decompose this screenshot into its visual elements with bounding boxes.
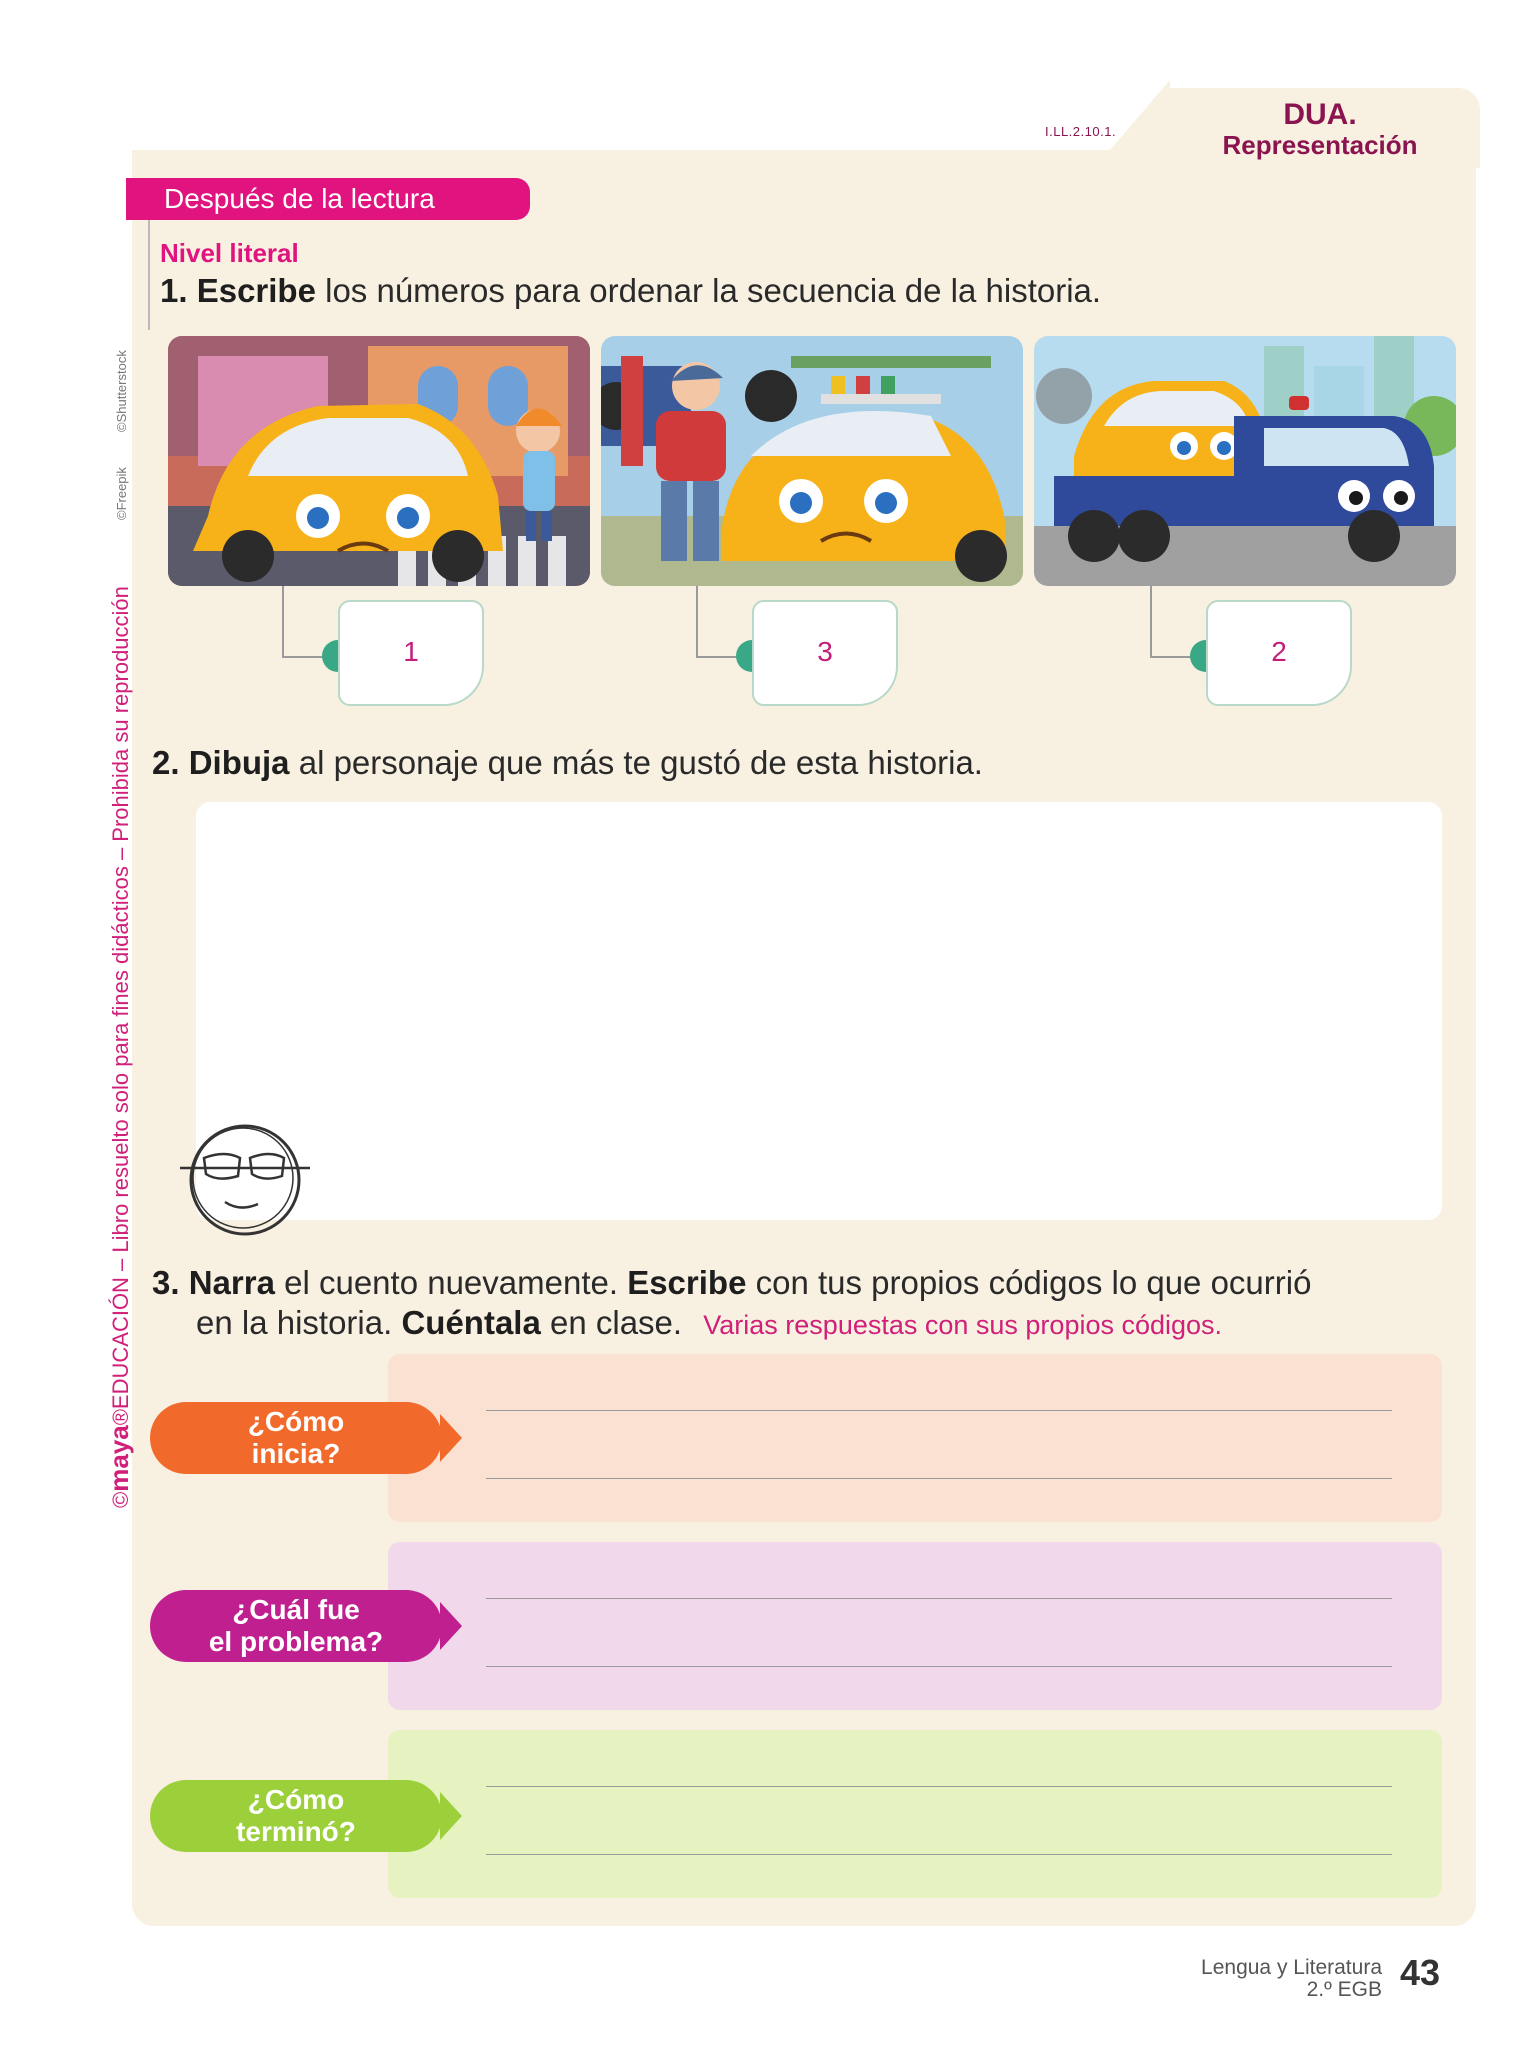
sequence-box-2[interactable]: 3	[752, 600, 898, 706]
prompt-problem-line-1: ¿Cuál fue	[232, 1594, 360, 1625]
brand-logo: maya	[104, 1425, 134, 1492]
band-end	[388, 1730, 1442, 1898]
prompt-problem-arrow	[440, 1602, 462, 1650]
copyright-symbol: ©	[108, 1491, 133, 1508]
question-3-verb-3: Cuéntala	[401, 1304, 541, 1341]
thinking-face-icon	[180, 1120, 310, 1238]
question-3-text-3: en la historia.	[196, 1304, 393, 1341]
dua-title: DUA.	[1283, 98, 1357, 131]
mechanic-car-image	[601, 336, 1023, 586]
question-3-text-1: el cuento nuevamente.	[284, 1264, 619, 1301]
write-line[interactable]	[486, 1598, 1392, 1599]
prompt-problem-tag	[150, 1590, 442, 1662]
question-2	[152, 744, 983, 782]
prompt-start-line-2: inicia?	[251, 1438, 341, 1469]
question-3-line-2	[196, 1304, 1456, 1342]
level-label: Nivel literal	[160, 238, 299, 268]
tow-truck-image	[1034, 336, 1456, 586]
sequence-box-3[interactable]: 2	[1206, 600, 1352, 706]
band-start	[388, 1354, 1442, 1522]
prompt-end-tag	[150, 1780, 442, 1852]
indicator-code: I.LL.2.10.1.	[1045, 124, 1117, 139]
question-3-verb-1: Narra	[188, 1264, 275, 1301]
question-1	[160, 272, 1101, 310]
dua-subtitle: Representación	[1222, 130, 1418, 160]
prompt-start-tag	[150, 1402, 442, 1474]
credit-shutterstock: ©Shutterstock	[114, 350, 129, 432]
page-number: 43	[1400, 1952, 1441, 1993]
dua-tab-slant	[1110, 80, 1170, 150]
connector-1	[282, 586, 326, 658]
prompt-problem-line-2: el problema?	[208, 1626, 384, 1657]
question-1-text: los números para ordenar la secuencia de la historia.	[325, 272, 1102, 309]
prompt-end-arrow	[440, 1792, 462, 1840]
side-copyright-text: ®EDUCACIÓN – Libro resuelto solo para fines didácticos – Prohibida su reproducción	[108, 586, 133, 1426]
credit-freepik: ©Freepik	[114, 467, 129, 520]
question-2-verb: Dibuja	[188, 744, 290, 781]
write-line[interactable]	[486, 1854, 1392, 1855]
section-rule	[148, 220, 150, 330]
sequence-box-1[interactable]: 1	[338, 600, 484, 706]
drawing-area[interactable]	[196, 802, 1442, 1220]
answer-note: Varias respuestas con sus propios códigos.	[703, 1310, 1223, 1340]
question-3	[152, 1264, 1452, 1302]
prompt-end-line-1: ¿Cómo	[247, 1784, 345, 1815]
question-2-text: al personaje que más te gustó de esta historia.	[298, 744, 983, 781]
question-1-number: 1.	[160, 272, 188, 309]
question-3-verb-2: Escribe	[627, 1264, 747, 1301]
write-line[interactable]	[486, 1410, 1392, 1411]
prompt-end-line-2: terminó?	[236, 1816, 356, 1847]
question-1-verb: Escribe	[196, 272, 316, 309]
section-title: Después de la lectura	[126, 178, 530, 220]
prompt-start-line-1: ¿Cómo	[247, 1406, 345, 1437]
write-line[interactable]	[486, 1478, 1392, 1479]
write-line[interactable]	[486, 1786, 1392, 1787]
connector-3	[1150, 586, 1194, 658]
prompt-start-arrow	[440, 1414, 462, 1462]
band-problem	[388, 1542, 1442, 1710]
question-3-text-2: con tus propios códigos lo que ocurrió	[755, 1264, 1312, 1301]
question-3-number: 3.	[152, 1264, 180, 1301]
side-copyright	[104, 586, 135, 1508]
question-3-text-4: en clase.	[550, 1304, 683, 1341]
connector-2	[696, 586, 740, 658]
question-2-number: 2.	[152, 744, 180, 781]
write-line[interactable]	[486, 1666, 1392, 1667]
car-crosswalk-image	[168, 336, 590, 586]
panel-top-mask	[130, 80, 1140, 150]
footer-grade: 2.º EGB	[1306, 1978, 1382, 2001]
footer-subject: Lengua y Literatura	[1201, 1956, 1382, 1979]
